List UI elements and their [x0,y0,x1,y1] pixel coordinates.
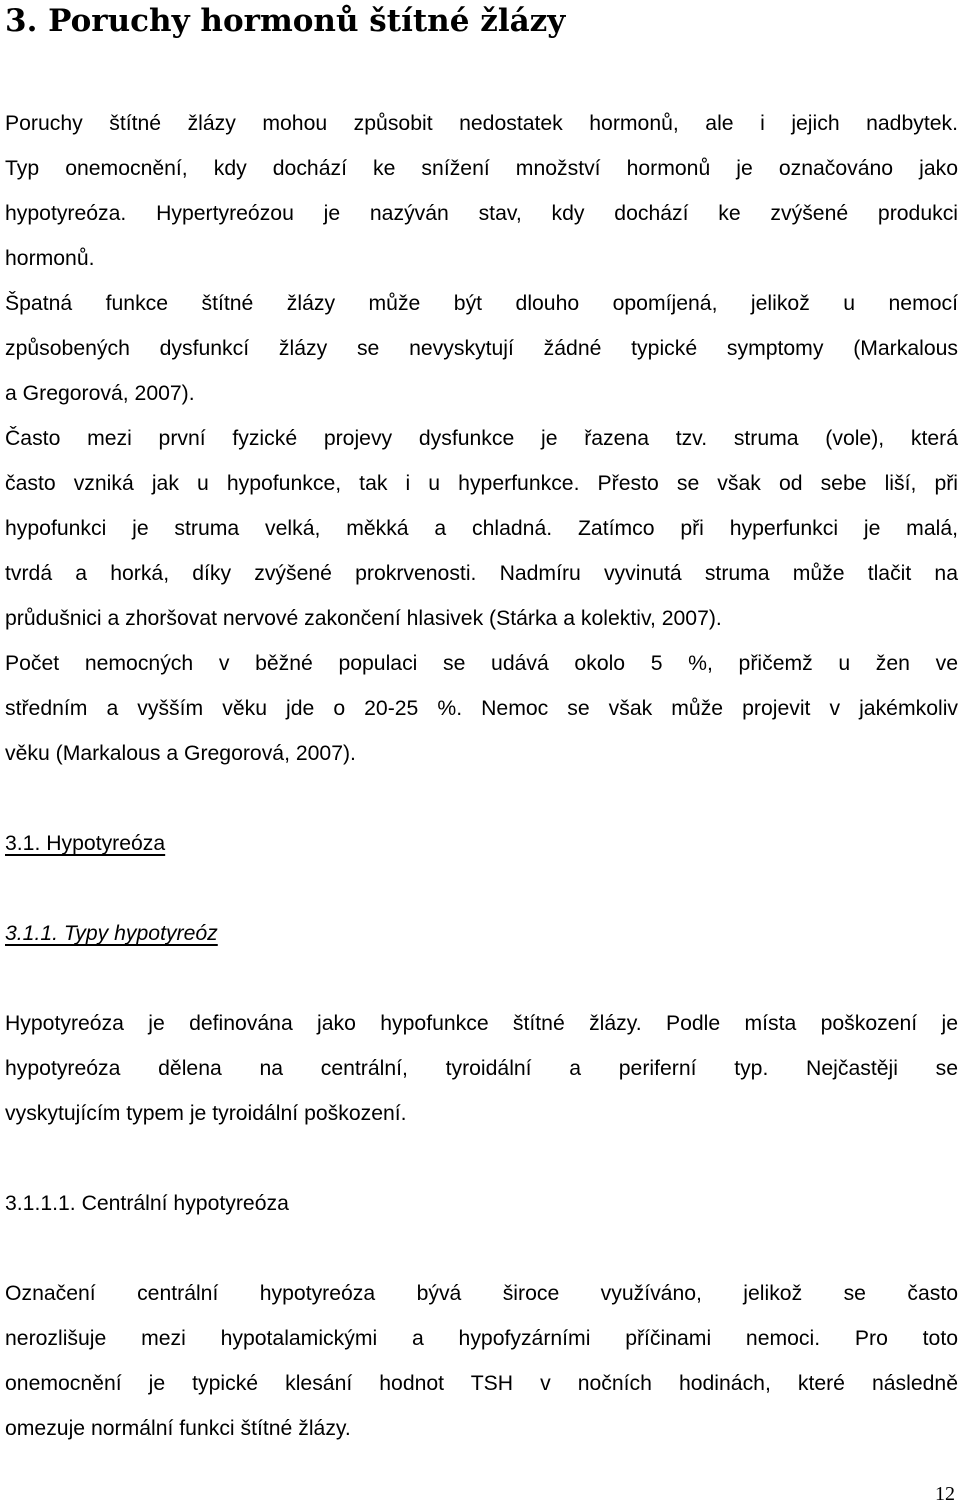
text-line: Počet nemocných v běžné populaci se udává okolo 5 %, přičemž u žen ve [5,652,958,675]
text-line: Často mezi první fyzické projevy dysfunkce je řazena tzv. struma (vole), která [5,427,958,450]
subsubsection-heading-centralni: 3.1.1.1. Centrální hypotyreóza [5,1192,289,1215]
text-line: hypotyreóza dělena na centrální, tyroidální a periferní typ. Nejčastěji se [5,1057,958,1080]
text-line: Špatná funkce štítné žlázy může být dlouho opomíjená, jelikož u nemocí [5,292,958,315]
text-line: Typ onemocnění, kdy dochází ke snížení množství hormonů je označováno jako [5,157,958,180]
text-line: onemocnění je typické klesání hodnot TSH v nočních hodinách, které následně [5,1372,958,1395]
text-line: hypofunkci je struma velká, měkká a chladná. Zatímco při hyperfunkci je malá, [5,517,958,540]
chapter-title: 3. Poruchy hormonů štítné žlázy [5,3,566,39]
text-line: omezuje normální funkci štítné žlázy. [5,1417,351,1440]
text-line: věku (Markalous a Gregorová, 2007). [5,742,356,765]
paragraph-function [5,281,958,416]
text-line: často vzniká jak u hypofunkce, tak i u hyperfunkce. Přesto se však od sebe liší, při [5,472,958,495]
text-line: hormonů. [5,247,95,270]
paragraph-disorders-intro [5,101,958,281]
text-line: Označení centrální hypotyreóza bývá široce využíváno, jelikož se často [5,1282,958,1305]
paragraph-struma [5,416,958,776]
text-line: Hypotyreóza je definována jako hypofunkce štítné žlázy. Podle místa poškození je [5,1012,958,1035]
paragraph-central [5,1271,958,1451]
page-number: 12 [935,1483,955,1505]
text-line: hypotyreóza. Hypertyreózou je nazýván stav, kdy dochází ke zvýšené produkci [5,202,958,225]
text-line: Poruchy štítné žlázy mohou způsobit nedostatek hormonů, ale i jejich nadbytek. [5,112,958,135]
section-heading-hypotyreoza: 3.1. Hypotyreóza [5,832,166,855]
text-line: způsobených dysfunkcí žlázy se nevyskytují žádné typické symptomy (Markalous [5,337,958,360]
paragraph-definition [5,1001,958,1136]
text-line: nerozlišuje mezi hypotalamickými a hypofyzárními příčinami nemoci. Pro toto [5,1327,958,1350]
text-line: vyskytujícím typem je tyroidální poškození. [5,1102,407,1125]
text-line: průdušnici a zhoršovat nervové zakončení hlasivek (Stárka a kolektiv, 2007). [5,607,722,630]
text-line: tvrdá a horká, díky zvýšené prokrvenosti. Nadmíru vyvinutá struma může tlačit na [5,562,958,585]
text-line: středním a vyšším věku jde o 20-25 %. Nemoc se však může projevit v jakémkoliv [5,697,958,720]
text-line: a Gregorová, 2007). [5,382,195,405]
subsection-heading-typy: 3.1.1. Typy hypotyreóz [5,922,218,945]
